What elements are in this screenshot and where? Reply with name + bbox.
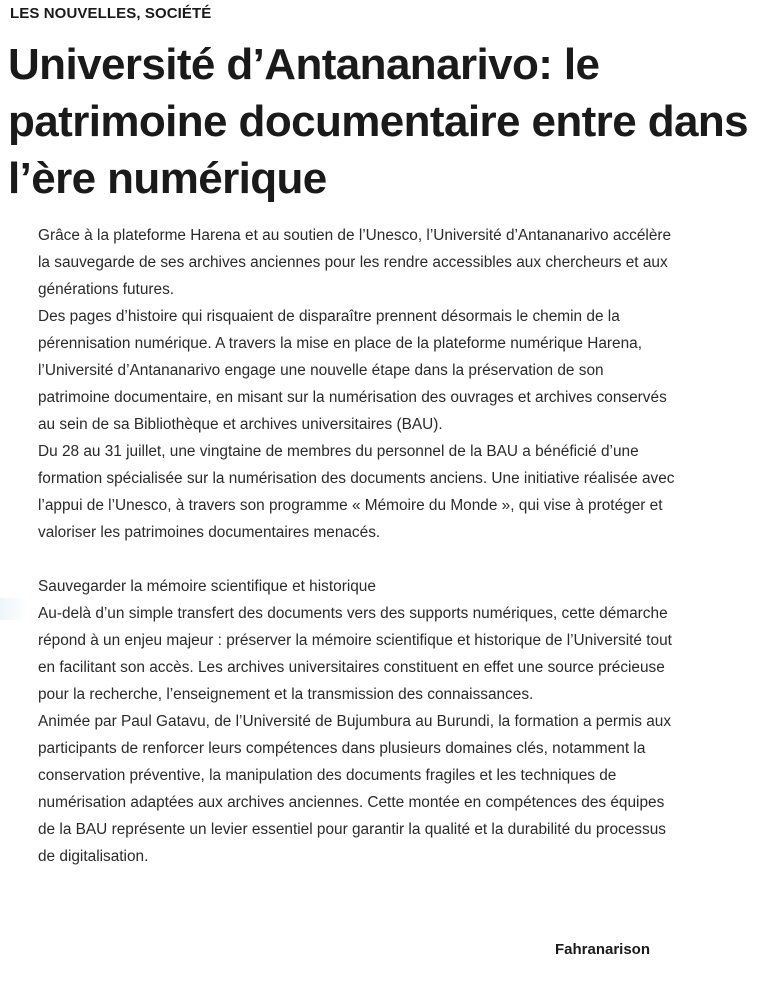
section-spacer [38, 546, 678, 573]
article-paragraph: Au-delà d’un simple transfert des documents vers des supports numériques, cette démarche répond à un enjeu majeur : préserver la mémoire scientifique et historique de l’Université tout en facilitant son accès. Les archives universitaires constituent en effet une source précieuse pour la recherche, l’enseignement et la transmission des connaissances. [38, 605, 672, 703]
article-paragraph: Du 28 au 31 juillet, une vingtaine de membres du personnel de la BAU a bénéficié d’une formation spécialisée sur la numérisation des documents anciens. Une initiative réalisée avec l’appui de l’Unesco, à travers son programme « Mémoire du Monde », qui vise à protéger et valoriser les patrimoines documentaires menacés. [38, 443, 675, 541]
article-author: Fahranarison [554, 941, 650, 958]
article-paragraph: Des pages d’histoire qui risquaient de disparaître prennent désormais le chemin de la pérennisation numérique. A travers la mise en place de la plateforme numérique Harena, l’Université d’Antananarivo engage une nouvelle étape dans la préservation de son patrimoine documentaire, en misant sur la numérisation des ouvrages et archives conservés au sein de sa Bibliothèque et archives universitaires (BAU). [38, 308, 667, 433]
article-body [38, 222, 678, 870]
article-lead: Grâce à la plateforme Harena et au soutien de l’Unesco, l’Université d’Antananarivo accélère la sauvegarde de ses archives anciennes pour les rendre accessibles aux chercheurs et aux générations futures. [38, 227, 672, 298]
article-paragraph: Animée par Paul Gatavu, de l’Université de Bujumbura au Burundi, la formation a permis aux participants de renforcer leurs compétences dans plusieurs domaines clés, notamment la conservation préventive, la manipulation des documents fragiles et les techniques de numérisation adaptées aux archives anciennes. Cette montée en compétences des équipes de la BAU représente un levier essentiel pour garantir la qualité et la durabilité du processus de digitalisation. [38, 713, 672, 865]
article-title: Université d’Antananarivo: le patrimoine documentaire entre dans l’ère numérique [8, 40, 748, 203]
margin-highlight [0, 598, 28, 620]
article-categories[interactable]: LES NOUVELLES, SOCIÉTÉ [10, 5, 212, 22]
article-subheading: Sauvegarder la mémoire scientifique et historique [38, 578, 376, 595]
